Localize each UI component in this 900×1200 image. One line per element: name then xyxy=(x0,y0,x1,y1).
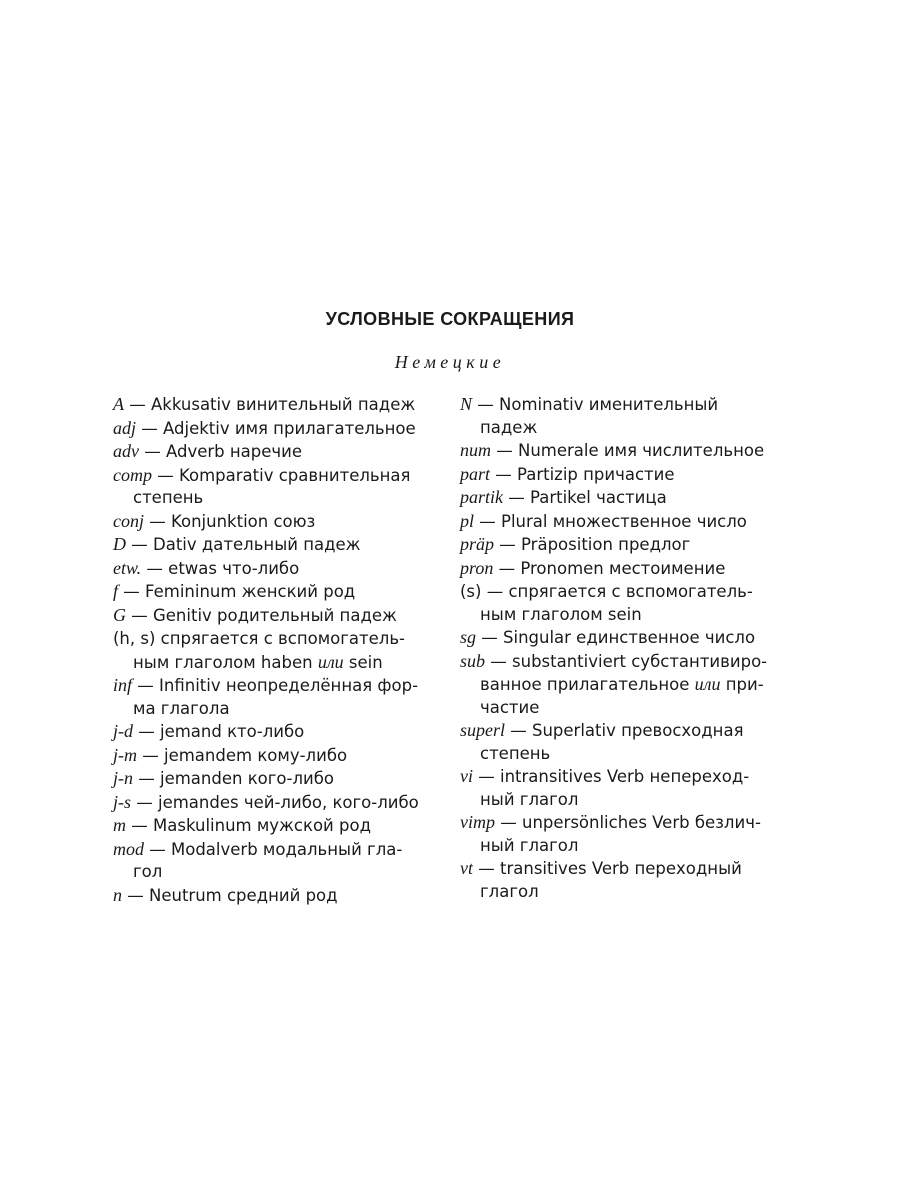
entry-femininum: f — Femininum женский род xyxy=(113,581,356,601)
page-title: УСЛОВНЫЕ СОКРАЩЕНИЯ xyxy=(325,309,575,329)
abbreviations-left-column xyxy=(113,393,453,907)
entry-jemandem: j-m — jemandem кому-либо xyxy=(113,744,348,765)
entry-superlativ: superl — Superlativ превосходная степень xyxy=(460,720,744,763)
entry-substantiviert: sub — substantiviert субстантивиро- ванное прилагательное или при- частие xyxy=(460,650,768,717)
entry-numerale: num — Numerale имя числительное xyxy=(460,440,765,460)
entry-partizip: part — Partizip причастие xyxy=(460,463,675,484)
entry-sein: (s) — спрягается с вспомогатель- ным глаголом sein xyxy=(460,582,753,624)
entry-modalverb: mod — Modalverb модальный гла- гол xyxy=(113,838,403,881)
entry-unpersoenliches-verb: vimp — unpersönliches Verb безлич- ный глагол xyxy=(460,812,761,855)
entry-maskulinum: m — Maskulinum мужской род xyxy=(113,815,372,835)
entry-komparativ: comp — Komparativ сравнительная степень xyxy=(113,464,411,507)
entry-dativ: D — Dativ дательный падеж xyxy=(113,534,361,554)
entry-neutrum: n — Neutrum средний род xyxy=(113,884,338,905)
entry-adjektiv: adj — Adjektiv имя прилагательное xyxy=(113,417,416,438)
entry-singular: sg — Singular единственное число xyxy=(460,627,756,647)
section-subtitle: Немецкие xyxy=(394,352,506,372)
entry-adverb: adv — Adverb наречие xyxy=(113,441,303,461)
entry-konjunktion: conj — Konjunktion союз xyxy=(113,510,316,531)
entry-haben-sein: (h, s) спрягается с вспомогатель- ным глаголом haben или sein xyxy=(113,629,406,672)
entry-etwas: etw. — etwas что-либо xyxy=(113,557,300,578)
entry-jemanden: j-n — jemanden кого-либо xyxy=(113,768,335,788)
entry-intransitives-verb: vi — intransitives Verb непереход- ный глагол xyxy=(460,766,750,809)
entry-genitiv: G — Genitiv родительный падеж xyxy=(113,604,397,625)
entry-plural: pl — Plural множественное число xyxy=(460,510,747,531)
entry-nominativ: N — Nominativ именительный падеж xyxy=(460,394,719,437)
abbreviations-right-column xyxy=(460,393,800,903)
entry-infinitiv: inf — Infinitiv неопределённая фор- ма глагола xyxy=(113,675,419,718)
entry-praeposition: präp — Präposition предлог xyxy=(460,534,691,554)
entry-partikel: partik — Partikel частица xyxy=(460,487,667,507)
entry-jemand: j-d — jemand кто-либо xyxy=(113,721,305,741)
entry-pronomen: pron — Pronomen местоимение xyxy=(460,557,726,578)
entry-transitives-verb: vt — transitives Verb переходный глагол xyxy=(460,858,742,901)
entry-jemandes: j-s — jemandes чей-либо, кого-либо xyxy=(113,791,419,812)
entry-akkusativ: A — Akkusativ винительный падеж xyxy=(113,394,416,414)
